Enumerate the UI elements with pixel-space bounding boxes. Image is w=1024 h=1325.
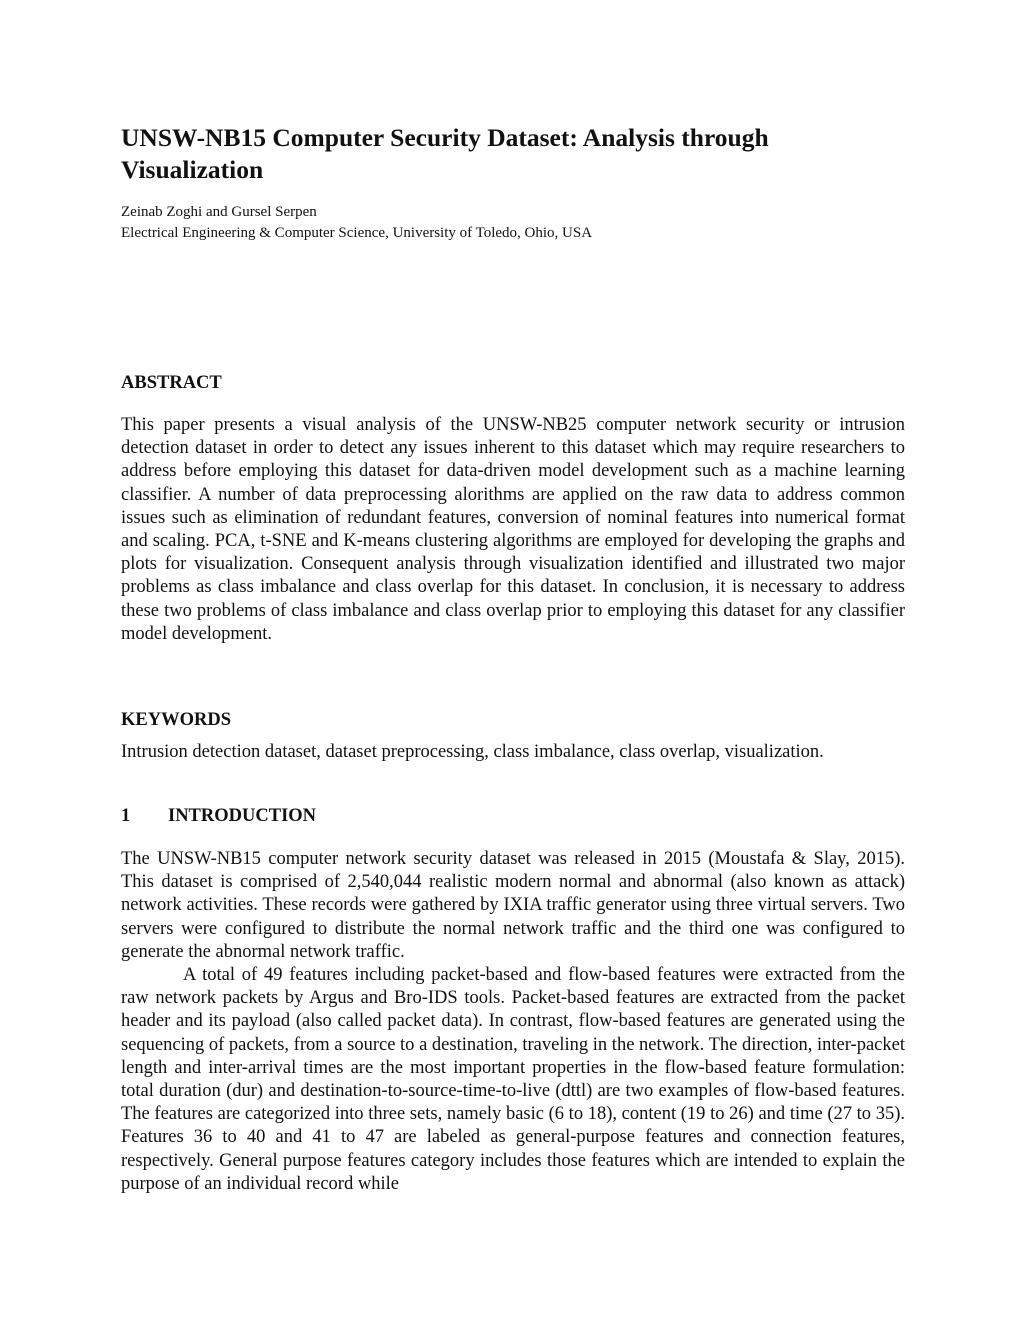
abstract-text: This paper presents a visual analysis of the UNSW-NB25 computer network security or intrusion detection dataset in order to detect any issues inherent to this dataset which may require researchers to address before employing this dataset for data-driven model development such as a machine learning classifier. A number of data preprocessing alorithms are applied on the raw data to address common issues such as elimination of redundant features, conversion of nominal features into numerical format and scaling. PCA, t-SNE and K-means clustering algorithms are employed for developing the graphs and plots for visualization. Consequent analysis through visualization identified and illustrated two major problems as class imbalance and class overlap for this dataset. In conclusion, it is necessary to address these two problems of class imbalance and class overlap prior to employing this dataset for any classifier model development. (121, 415, 905, 644)
keywords-heading: KEYWORDS (121, 710, 231, 730)
author-affiliation: Electrical Engineering & Computer Science, University of Toledo, Ohio, USA (121, 225, 593, 241)
section-title: INTRODUCTION (168, 806, 317, 826)
keywords-text: Intrusion detection dataset, dataset preprocessing, class imbalance, class overlap, visualization. (121, 742, 824, 762)
paper-title: UNSW-NB15 Computer Security Dataset: Analysis through Visualization (121, 123, 769, 184)
introduction-paragraph-2: A total of 49 features including packet-based and flow-based features were extracted from the raw network packets by Argus and Bro-IDS tools. Packet-based features are extracted from the packet header and its payload (also called packet data). In contrast, flow-based features are generated using the sequencing of packets, from a source to a destination, traveling in the network. The direction, inter-packet length and inter-arrival times are the most important properties in the flow-based feature formulation: total duration (dur) and destination-to-source-time-to-live (dttl) are two examples of flow-based features. The features are categorized into three sets, namely basic (6 to 18), content (19 to 26) and time (27 to 35). Features 36 to 40 and 41 to 47 are labeled as general-purpose features and connection features, respectively. General purpose features category includes those features which are intended to explain the purpose of an individual record while (121, 965, 905, 1194)
introduction-heading (121, 804, 316, 828)
abstract-heading: ABSTRACT (121, 373, 222, 393)
author-names: Zeinab Zoghi and Gursel Serpen (121, 204, 317, 220)
introduction-paragraph-1: The UNSW-NB15 computer network security dataset was released in 2015 (Moustafa & Slay, 2015). This dataset is comprised of 2,540,044 realistic modern normal and abnormal (also known as attack) network activities. These records were gathered by IXIA traffic generator using three virtual servers. Two servers were configured to distribute the normal network traffic and the third one was configured to generate the abnormal network traffic. (121, 849, 905, 962)
section-number: 1 (121, 806, 131, 826)
